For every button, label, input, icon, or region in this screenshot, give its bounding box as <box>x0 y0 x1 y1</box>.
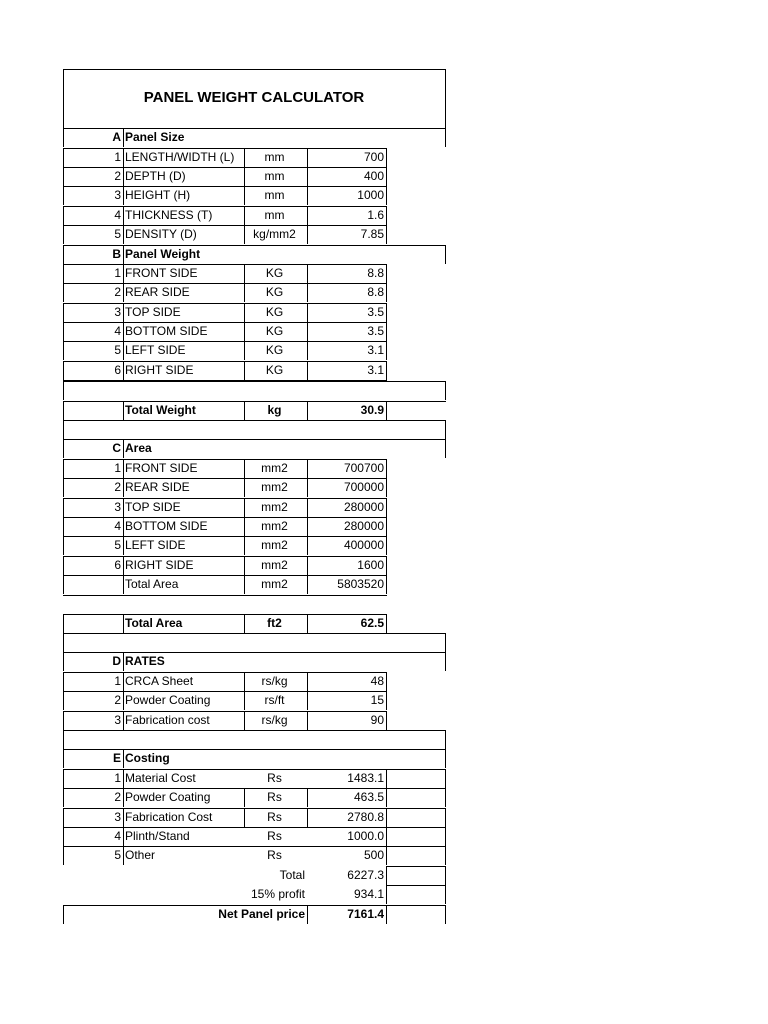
grid-line <box>123 128 124 147</box>
row-unit: Rs <box>267 848 282 862</box>
row-label: FRONT SIDE <box>125 266 198 280</box>
grid-line <box>386 846 387 865</box>
row-number: 2 <box>114 480 121 494</box>
row-label: CRCA Sheet <box>125 674 194 688</box>
row-value: 280000 <box>343 519 384 533</box>
summary-value: 934.1 <box>353 887 384 901</box>
row-unit: KG <box>265 266 284 280</box>
row-number: 6 <box>114 558 121 572</box>
row-unit: mm2 <box>261 461 288 475</box>
grid-line <box>445 885 446 904</box>
grid-line <box>386 498 387 517</box>
grid-line <box>386 556 387 575</box>
section-label: Area <box>125 441 152 455</box>
grid-line <box>63 381 64 400</box>
grid-line <box>445 905 446 924</box>
section-letter: E <box>112 751 121 765</box>
row-number: 1 <box>114 674 121 688</box>
row-label: Fabrication cost <box>125 713 210 727</box>
row-value: 8.8 <box>367 266 384 280</box>
row-value: 3.1 <box>367 363 384 377</box>
row-label: HEIGHT (H) <box>125 188 191 202</box>
total-weight-value: 30.9 <box>360 403 384 417</box>
row-unit: KG <box>265 305 284 319</box>
row-number: 4 <box>114 829 121 843</box>
total-area-ft2-value: 62.5 <box>360 616 384 630</box>
grid-line <box>386 905 387 924</box>
row-unit: rs/kg <box>261 713 288 727</box>
row-label: Material Cost <box>125 771 196 785</box>
grid-line <box>386 401 387 420</box>
grid-line <box>445 245 446 264</box>
section-letter: A <box>112 130 121 144</box>
row-label: FRONT SIDE <box>125 461 198 475</box>
grid-line <box>63 633 446 634</box>
grid-line <box>386 517 387 536</box>
row-label: LENGTH/WIDTH (L) <box>125 150 235 164</box>
grid-line <box>386 769 387 788</box>
row-label: REAR SIDE <box>125 285 190 299</box>
grid-line <box>386 186 387 205</box>
section-letter: B <box>112 247 121 261</box>
row-value: 15 <box>370 693 384 707</box>
summary-label: 15% profit <box>250 887 305 901</box>
row-label: BOTTOM SIDE <box>125 519 208 533</box>
row-number: 3 <box>114 188 121 202</box>
row-number: 4 <box>114 519 121 533</box>
row-label: TOP SIDE <box>125 500 181 514</box>
row-unit: rs/kg <box>261 674 288 688</box>
row-label: LEFT SIDE <box>125 538 186 552</box>
row-value: 500 <box>363 848 384 862</box>
grid-line <box>63 420 64 439</box>
grid-line <box>386 264 387 283</box>
grid-line <box>63 439 64 458</box>
row-label: THICKNESS (T) <box>125 208 213 222</box>
row-label: REAR SIDE <box>125 480 190 494</box>
row-unit: mm <box>264 169 285 183</box>
row-unit: Rs <box>267 771 282 785</box>
grid-line <box>386 459 387 478</box>
grid-line <box>386 575 387 594</box>
row-value: 700000 <box>343 480 384 494</box>
grid-line <box>123 245 124 264</box>
grid-line <box>386 303 387 322</box>
grid-line <box>63 905 64 924</box>
total-area-value: 5803520 <box>337 577 384 591</box>
row-value: 2780.8 <box>347 810 384 824</box>
row-value: 3.1 <box>367 343 384 357</box>
grid-line <box>445 866 446 885</box>
section-label: Panel Size <box>125 130 185 144</box>
row-label: TOP SIDE <box>125 305 181 319</box>
row-label: BOTTOM SIDE <box>125 324 208 338</box>
row-value: 463.5 <box>353 790 384 804</box>
grid-line <box>386 885 387 904</box>
grid-line <box>63 69 64 128</box>
section-letter: D <box>112 654 121 668</box>
grid-line <box>63 401 64 420</box>
row-label: DENSITY (D) <box>125 227 197 241</box>
grid-line <box>445 808 446 827</box>
row-number: 4 <box>114 208 121 222</box>
row-number: 4 <box>114 324 121 338</box>
row-number: 6 <box>114 363 121 377</box>
row-number: 1 <box>114 266 121 280</box>
grid-line <box>63 575 64 594</box>
row-unit: Rs <box>267 790 282 804</box>
row-unit: rs/ft <box>264 693 285 707</box>
row-number: 1 <box>114 150 121 164</box>
row-unit: mm <box>264 208 285 222</box>
row-label: Powder Coating <box>125 693 211 707</box>
row-unit: mm2 <box>261 538 288 552</box>
row-number: 2 <box>114 693 121 707</box>
row-unit: KG <box>265 363 284 377</box>
grid-line <box>63 749 64 768</box>
grid-line <box>386 691 387 710</box>
grid-line <box>445 846 446 865</box>
row-label: DEPTH (D) <box>125 169 186 183</box>
net-price-label: Net Panel price <box>218 907 305 921</box>
summary-label: Total <box>279 868 305 882</box>
grid-line <box>386 788 387 807</box>
row-unit: mm2 <box>261 558 288 572</box>
row-unit: mm2 <box>261 519 288 533</box>
grid-line <box>123 749 124 768</box>
row-unit: mm2 <box>261 500 288 514</box>
row-value: 1.6 <box>367 208 384 222</box>
grid-line <box>386 866 387 885</box>
grid-line <box>386 322 387 341</box>
grid-line <box>63 595 387 596</box>
row-value: 280000 <box>343 500 384 514</box>
row-unit: KG <box>265 343 284 357</box>
row-value: 90 <box>370 713 384 727</box>
total-area-ft2-unit: ft2 <box>267 616 282 630</box>
grid-line <box>445 652 446 671</box>
row-value: 1000 <box>357 188 384 202</box>
grid-line <box>63 614 64 633</box>
row-number: 3 <box>114 713 121 727</box>
row-label: Fabrication Cost <box>125 810 213 824</box>
grid-line <box>63 730 64 749</box>
grid-line <box>445 749 446 768</box>
row-number: 2 <box>114 285 121 299</box>
row-value: 400000 <box>343 538 384 552</box>
row-label: Plinth/Stand <box>125 829 190 843</box>
section-label: Panel Weight <box>125 247 201 261</box>
grid-line <box>386 361 387 380</box>
grid-line <box>63 245 64 264</box>
grid-line <box>386 827 387 846</box>
row-number: 5 <box>114 848 121 862</box>
row-unit: mm <box>264 150 285 164</box>
total-weight-label: Total Weight <box>125 403 196 417</box>
row-unit: KG <box>265 324 284 338</box>
row-value: 3.5 <box>367 324 384 338</box>
row-value: 700 <box>363 150 384 164</box>
grid-line <box>386 283 387 302</box>
row-value: 1483.1 <box>347 771 384 785</box>
grid-line <box>445 439 446 458</box>
row-value: 1600 <box>357 558 384 572</box>
row-unit: Rs <box>267 829 282 843</box>
row-label: LEFT SIDE <box>125 343 186 357</box>
grid-line <box>386 614 387 633</box>
row-number: 1 <box>114 461 121 475</box>
grid-line <box>386 672 387 691</box>
net-price-value: 7161.4 <box>347 907 384 921</box>
row-number: 2 <box>114 169 121 183</box>
grid-line <box>63 730 446 731</box>
section-label: RATES <box>125 654 165 668</box>
grid-line <box>63 652 64 671</box>
grid-line <box>445 128 446 147</box>
row-number: 3 <box>114 500 121 514</box>
total-area-label: Total Area <box>125 577 179 591</box>
grid-line <box>123 652 124 671</box>
grid-line <box>445 730 446 749</box>
row-unit: Rs <box>267 810 282 824</box>
row-number: 5 <box>114 227 121 241</box>
grid-line <box>63 633 64 652</box>
row-value: 400 <box>363 169 384 183</box>
row-label: Other <box>125 848 156 862</box>
grid-line <box>386 148 387 167</box>
row-number: 3 <box>114 810 121 824</box>
row-unit: mm <box>264 188 285 202</box>
section-label: Costing <box>125 751 170 765</box>
grid-line <box>63 381 446 382</box>
grid-line <box>445 381 446 400</box>
grid-line <box>386 206 387 225</box>
row-unit: kg/mm2 <box>253 227 296 241</box>
grid-line <box>386 885 446 886</box>
grid-line <box>386 341 387 360</box>
grid-line <box>445 769 446 788</box>
grid-line <box>386 711 387 730</box>
grid-line <box>386 478 387 497</box>
summary-value: 6227.3 <box>347 868 384 882</box>
grid-line <box>445 420 446 439</box>
row-unit: mm2 <box>261 480 288 494</box>
grid-line <box>386 225 387 244</box>
grid-line <box>123 439 124 458</box>
row-label: Powder Coating <box>125 790 211 804</box>
grid-line <box>445 827 446 846</box>
row-value: 8.8 <box>367 285 384 299</box>
row-number: 2 <box>114 790 121 804</box>
section-letter: C <box>112 441 121 455</box>
grid-line <box>63 128 64 147</box>
grid-line <box>386 536 387 555</box>
grid-line <box>445 788 446 807</box>
row-value: 700700 <box>343 461 384 475</box>
grid-line <box>386 866 446 867</box>
row-number: 5 <box>114 538 121 552</box>
grid-line <box>63 420 446 421</box>
total-area-unit: mm2 <box>261 577 288 591</box>
row-number: 5 <box>114 343 121 357</box>
grid-line <box>445 69 446 128</box>
grid-line <box>386 808 387 827</box>
row-unit: KG <box>265 285 284 299</box>
page-title: PANEL WEIGHT CALCULATOR <box>143 89 365 106</box>
row-label: RIGHT SIDE <box>125 363 194 377</box>
total-weight-unit: kg <box>267 403 282 417</box>
total-area-ft2-label: Total Area <box>125 616 183 630</box>
row-value: 48 <box>370 674 384 688</box>
row-value: 7.85 <box>360 227 384 241</box>
row-number: 3 <box>114 305 121 319</box>
row-number: 1 <box>114 771 121 785</box>
title-border <box>63 69 446 70</box>
grid-line <box>445 633 446 652</box>
row-value: 3.5 <box>367 305 384 319</box>
row-label: RIGHT SIDE <box>125 558 194 572</box>
row-value: 1000.0 <box>347 829 384 843</box>
grid-line <box>386 167 387 186</box>
